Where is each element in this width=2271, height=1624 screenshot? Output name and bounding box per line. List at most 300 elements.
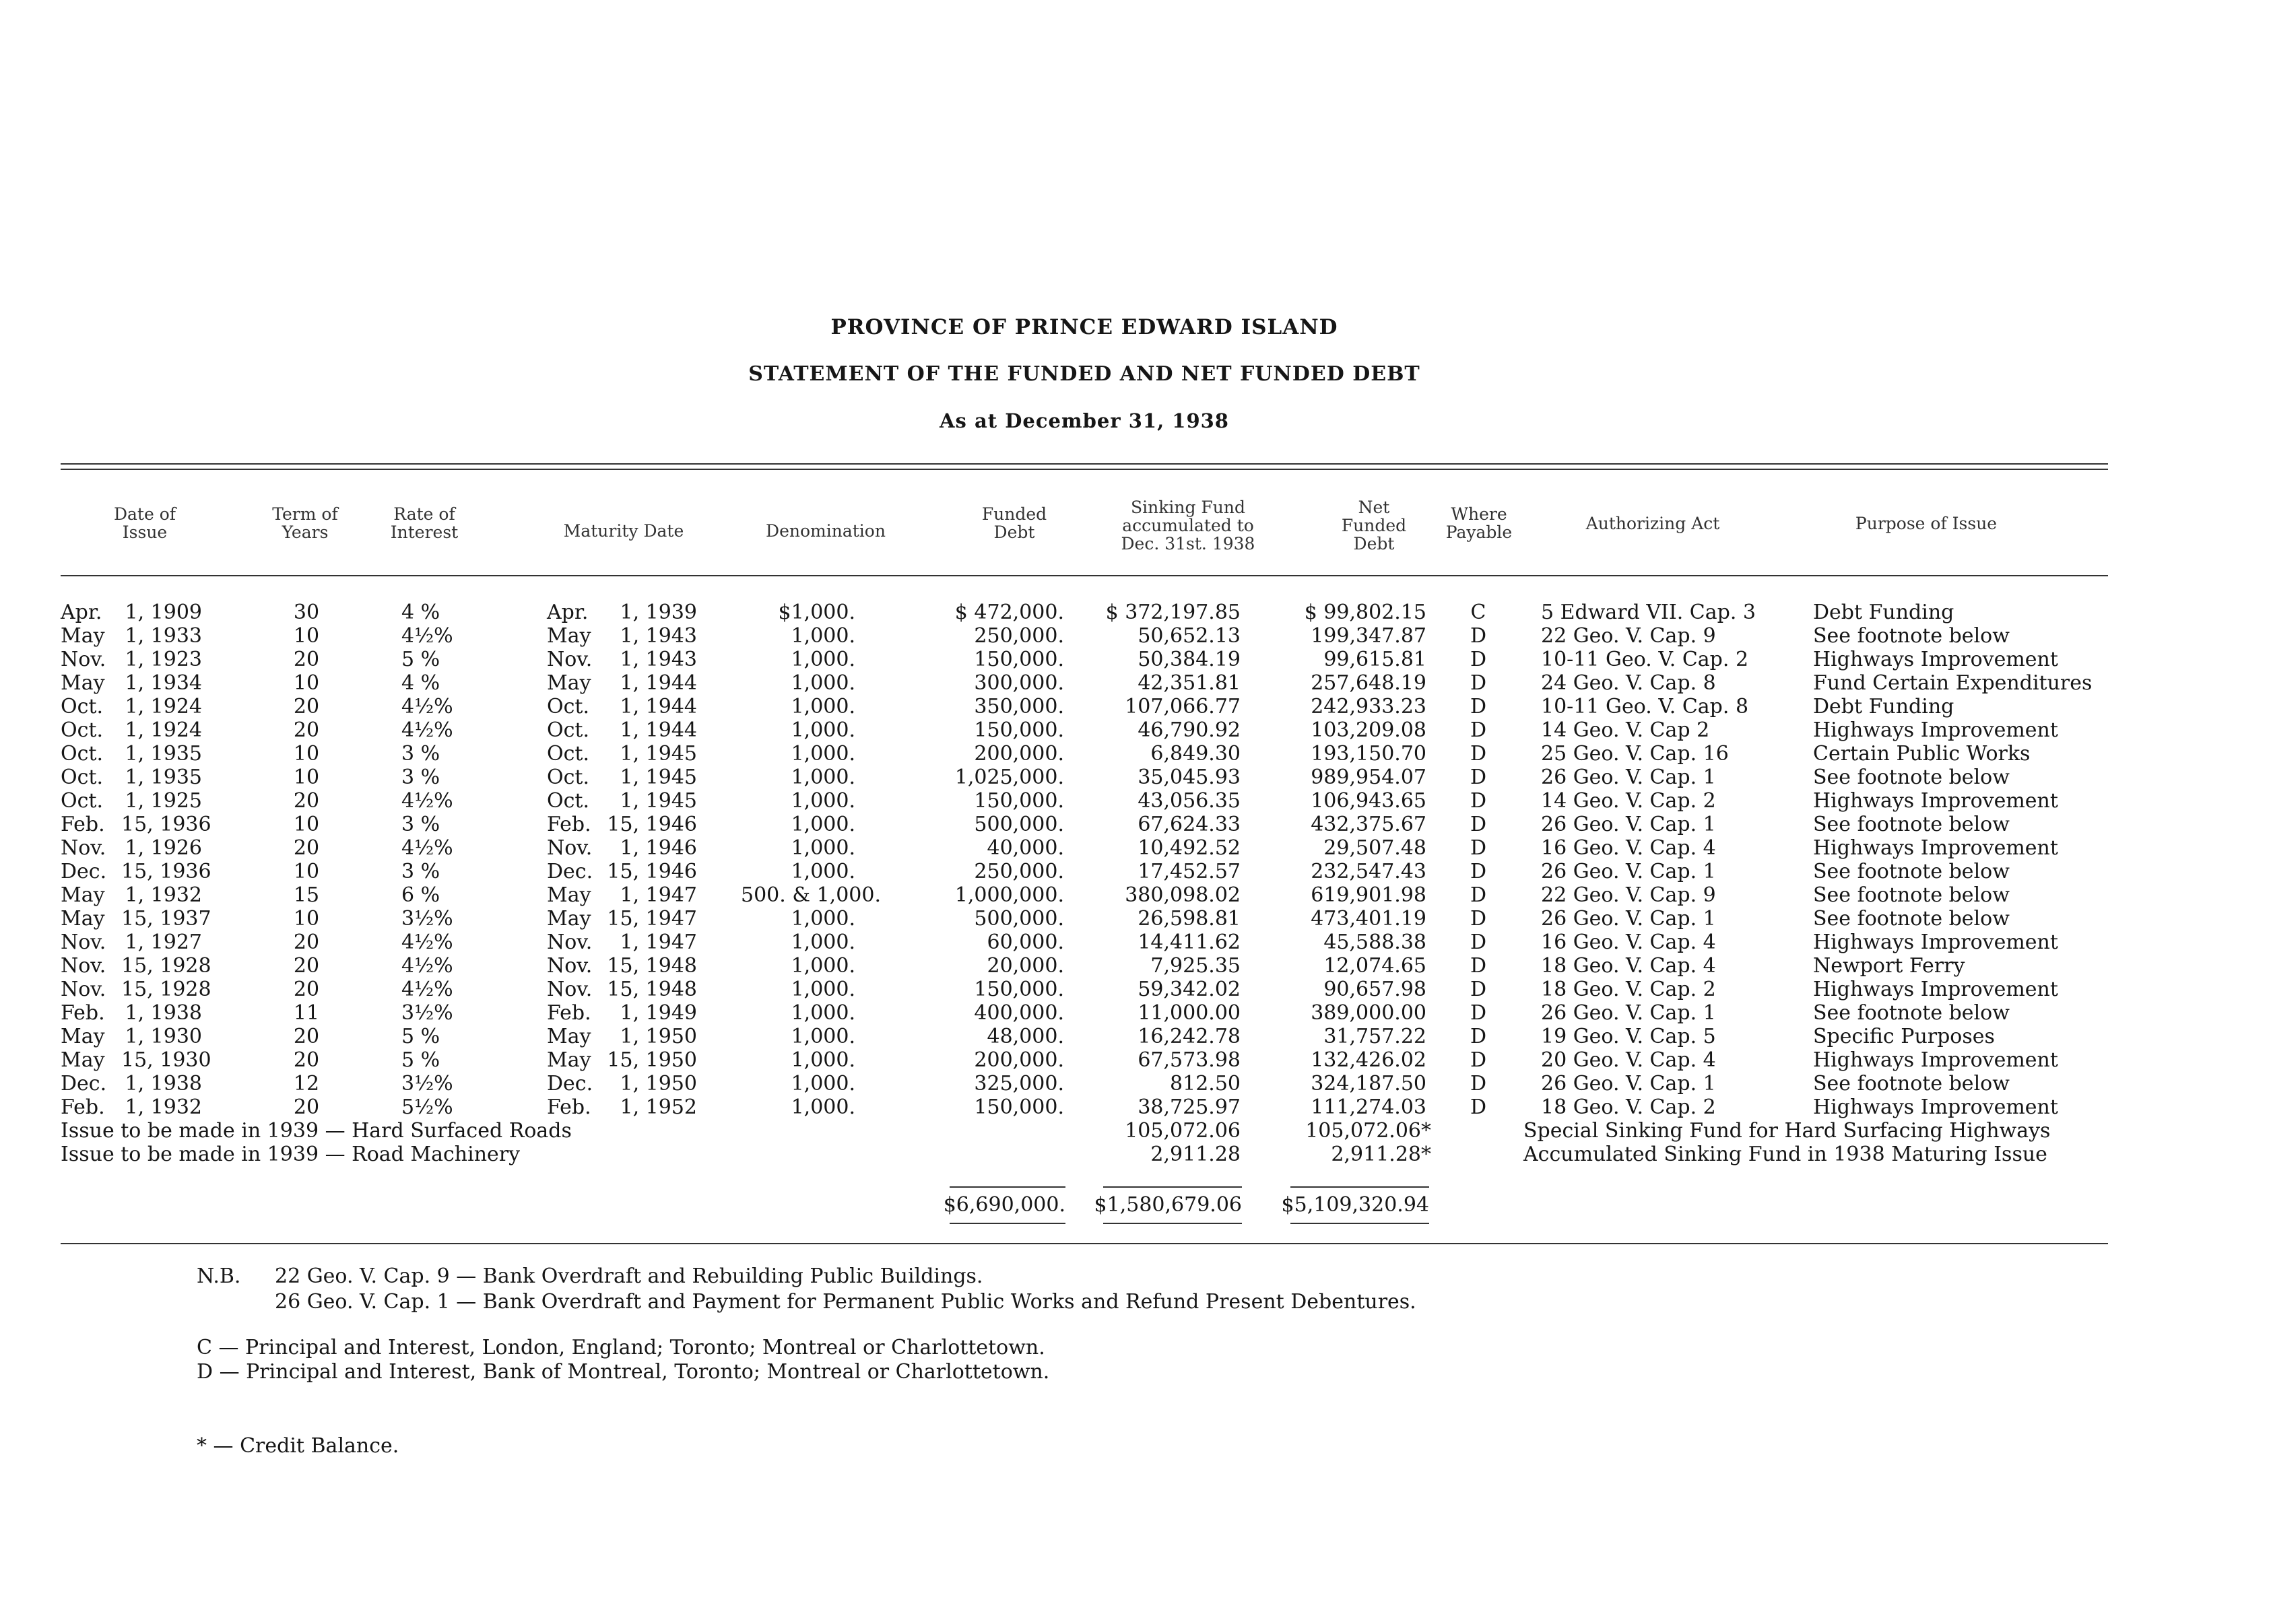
cell-rate: 3½% [401, 907, 453, 931]
total-sink: $1,580,679.06 [1094, 1193, 1242, 1217]
cell-rate: 5 % [401, 648, 440, 671]
cell-act: 16 Geo. V. Cap. 4 [1541, 931, 1716, 954]
cell-act: 25 Geo. V. Cap. 16 [1541, 742, 1729, 766]
special-row [0, 1119, 2271, 1143]
special-row [0, 1143, 2271, 1166]
cell-d: 1, 1925 [125, 789, 202, 813]
cell-md: 1, 1945 [620, 742, 697, 766]
cell-sink: 43,056.35 [1138, 789, 1241, 813]
cell-term: 20 [293, 695, 320, 718]
cell-funded: 40,000. [987, 836, 1064, 860]
cell-term: 20 [293, 789, 320, 813]
cell-act: 19 Geo. V. Cap. 5 [1541, 1025, 1716, 1048]
cell-md: 1, 1943 [620, 624, 697, 648]
column-header-line: Funded [981, 504, 1047, 524]
cell-m: Feb. [61, 1095, 105, 1119]
column-header-line: accumulated to [1122, 516, 1254, 535]
cell-m: Nov. [61, 648, 106, 671]
total-rule-top [1103, 1186, 1242, 1188]
cell-md: 15, 1946 [607, 860, 697, 883]
cell-m: Nov. [61, 836, 106, 860]
cell-mm: May [547, 1025, 591, 1048]
cell-where: D [1470, 1001, 1487, 1025]
cell-denom: 1,000. [791, 766, 855, 789]
cell-m: Oct. [61, 766, 103, 789]
column-header-line: Years [282, 522, 329, 542]
cell-mm: Dec. [547, 1072, 593, 1095]
cell-mm: May [547, 883, 591, 907]
column-header-line: Issue [122, 522, 168, 542]
cell-purpose: Newport Ferry [1813, 954, 1965, 978]
cell-act: 20 Geo. V. Cap. 4 [1541, 1048, 1716, 1072]
cell-where: D [1470, 978, 1487, 1001]
column-header-line: Net [1358, 498, 1390, 517]
cell-m: May [61, 1025, 105, 1048]
total-net: $5,109,320.94 [1281, 1193, 1429, 1217]
column-header-line: Sinking Fund [1131, 498, 1245, 517]
cell-term: 10 [293, 624, 320, 648]
cell-mm: May [547, 1048, 591, 1072]
column-header-line: Term of [272, 504, 338, 524]
table-row [0, 1001, 2271, 1025]
cell-rate: 4½% [401, 624, 453, 648]
column-header-line: Date of [113, 504, 176, 524]
cell-term: 20 [293, 931, 320, 954]
cell-m: Dec. [61, 860, 107, 883]
cell-purpose: Specific Purposes [1813, 1025, 1995, 1048]
column-header-sinking [1087, 498, 1289, 553]
cell-net: 389,000.00 [1311, 1001, 1426, 1025]
cell-act: 26 Geo. V. Cap. 1 [1541, 907, 1716, 931]
cell-sink: 812.50 [1170, 1072, 1241, 1095]
column-header-line: Rate of [393, 504, 455, 524]
special-cell-net: 2,911.28* [1331, 1143, 1431, 1166]
cell-net: 232,547.43 [1311, 860, 1426, 883]
cell-where: D [1470, 907, 1487, 931]
cell-term: 10 [293, 742, 320, 766]
cell-net: 193,150.70 [1311, 742, 1426, 766]
cell-m: Nov. [61, 978, 106, 1001]
cell-md: 1, 1952 [620, 1095, 697, 1119]
cell-funded: 150,000. [974, 789, 1064, 813]
cell-md: 1, 1946 [620, 836, 697, 860]
cell-purpose: Highways Improvement [1813, 836, 2058, 860]
cell-rate: 4½% [401, 978, 453, 1001]
cell-funded: 200,000. [974, 742, 1064, 766]
cell-where: D [1470, 883, 1487, 907]
cell-sink: 14,411.62 [1138, 931, 1241, 954]
cell-denom: 1,000. [791, 836, 855, 860]
cell-md: 1, 1939 [620, 601, 697, 624]
cell-denom: 1,000. [791, 907, 855, 931]
special-cell-sink: 105,072.06 [1125, 1119, 1241, 1143]
cell-mm: Nov. [547, 836, 593, 860]
cell-purpose: See footnote below [1813, 907, 2010, 931]
cell-mm: Feb. [547, 813, 591, 836]
cell-denom: $1,000. [778, 601, 855, 624]
cell-rate: 3 % [401, 766, 440, 789]
cell-m: May [61, 624, 105, 648]
cell-m: Oct. [61, 718, 103, 742]
cell-mm: Feb. [547, 1095, 591, 1119]
cell-rate: 5 % [401, 1048, 440, 1072]
cell-m: May [61, 1048, 105, 1072]
cell-sink: 38,725.97 [1138, 1095, 1241, 1119]
cell-funded: 250,000. [974, 624, 1064, 648]
cell-d: 1, 1934 [125, 671, 202, 695]
cell-purpose: See footnote below [1813, 1072, 2010, 1095]
cell-md: 1, 1944 [620, 671, 697, 695]
cell-funded: 300,000. [974, 671, 1064, 695]
cell-funded: 1,000,000. [954, 883, 1064, 907]
cell-mm: May [547, 624, 591, 648]
cell-mm: May [547, 671, 591, 695]
cell-rate: 4½% [401, 954, 453, 978]
cell-mm: Dec. [547, 860, 593, 883]
cell-mm: Nov. [547, 648, 593, 671]
cell-md: 1, 1950 [620, 1025, 697, 1048]
cell-md: 15, 1947 [607, 907, 697, 931]
cell-funded: 500,000. [974, 813, 1064, 836]
cell-mm: Oct. [547, 789, 589, 813]
cell-sink: 35,045.93 [1138, 766, 1241, 789]
cell-sink: 17,452.57 [1138, 860, 1241, 883]
cell-term: 30 [293, 601, 320, 624]
cell-act: 10-11 Geo. V. Cap. 2 [1541, 648, 1749, 671]
cell-d: 1, 1924 [125, 718, 202, 742]
cell-net: 132,426.02 [1311, 1048, 1426, 1072]
cell-net: 45,588.38 [1323, 931, 1426, 954]
cell-md: 15, 1948 [607, 978, 697, 1001]
cell-net: 31,757.22 [1323, 1025, 1426, 1048]
column-header-line: Where [1451, 504, 1507, 524]
cell-mm: Apr. [547, 601, 589, 624]
cell-mm: May [547, 907, 591, 931]
cell-sink: 107,066.77 [1125, 695, 1241, 718]
cell-act: 22 Geo. V. Cap. 9 [1541, 624, 1716, 648]
cell-purpose: Debt Funding [1813, 601, 1954, 624]
payable-c-note: C — Principal and Interest, London, England; Toronto; Montreal or Charlottetown. [197, 1336, 1045, 1359]
table-row [0, 883, 2271, 907]
cell-sink: 42,351.81 [1138, 671, 1241, 695]
cell-mm: Oct. [547, 695, 589, 718]
cell-sink: 10,492.52 [1138, 836, 1241, 860]
cell-funded: 150,000. [974, 718, 1064, 742]
cell-act: 26 Geo. V. Cap. 1 [1541, 766, 1716, 789]
column-header-line: Maturity Date [563, 521, 684, 541]
cell-mm: Nov. [547, 978, 593, 1001]
cell-mm: Feb. [547, 1001, 591, 1025]
cell-m: May [61, 883, 105, 907]
cell-d: 1, 1923 [125, 648, 202, 671]
cell-act: 18 Geo. V. Cap. 4 [1541, 954, 1716, 978]
column-header-line: Denomination [766, 521, 886, 541]
cell-rate: 3½% [401, 1072, 453, 1095]
cell-rate: 4 % [401, 671, 440, 695]
cell-denom: 1,000. [791, 813, 855, 836]
cell-d: 1, 1938 [125, 1001, 202, 1025]
as-at-date: As at December 31, 1938 [940, 409, 1229, 432]
top-rule-double [61, 469, 2108, 470]
cell-purpose: Highways Improvement [1813, 789, 2058, 813]
cell-rate: 3 % [401, 742, 440, 766]
cell-act: 5 Edward VII. Cap. 3 [1541, 601, 1756, 624]
cell-denom: 1,000. [791, 954, 855, 978]
cell-term: 10 [293, 860, 320, 883]
table-row [0, 836, 2271, 860]
cell-where: D [1470, 931, 1487, 954]
cell-purpose: Debt Funding [1813, 695, 1954, 718]
special-cell-net: 105,072.06* [1305, 1119, 1431, 1143]
cell-net: 90,657.98 [1323, 978, 1426, 1001]
credit-balance-note: * — Credit Balance. [197, 1434, 399, 1458]
cell-mm: Oct. [547, 718, 589, 742]
cell-net: 257,648.19 [1311, 671, 1426, 695]
cell-denom: 1,000. [791, 1001, 855, 1025]
cell-sink: 50,652.13 [1138, 624, 1241, 648]
cell-md: 1, 1949 [620, 1001, 697, 1025]
cell-act: 10-11 Geo. V. Cap. 8 [1541, 695, 1749, 718]
cell-mm: Oct. [547, 742, 589, 766]
total-rule-bottom [1290, 1223, 1429, 1224]
cell-funded: 200,000. [974, 1048, 1064, 1072]
cell-where: D [1470, 1025, 1487, 1048]
cell-m: Nov. [61, 954, 106, 978]
cell-md: 1, 1947 [620, 883, 697, 907]
total-rule-bottom [950, 1223, 1065, 1224]
cell-d: 15, 1928 [121, 978, 211, 1001]
cell-md: 1, 1950 [620, 1072, 697, 1095]
cell-net: 12,074.65 [1323, 954, 1426, 978]
cell-d: 1, 1935 [125, 742, 202, 766]
special-cell-label: Issue to be made in 1939 — Road Machinery [61, 1143, 521, 1166]
cell-funded: 48,000. [987, 1025, 1064, 1048]
cell-net: $ 99,802.15 [1304, 601, 1426, 624]
column-header-maturity [523, 522, 725, 540]
cell-where: D [1470, 671, 1487, 695]
cell-denom: 1,000. [791, 789, 855, 813]
table-row [0, 648, 2271, 671]
cell-denom: 1,000. [791, 1072, 855, 1095]
cell-funded: 500,000. [974, 907, 1064, 931]
table-row [0, 931, 2271, 954]
cell-rate: 5 % [401, 1025, 440, 1048]
total-rule-top [1290, 1186, 1429, 1188]
cell-rate: 3 % [401, 813, 440, 836]
statement-title: STATEMENT OF THE FUNDED AND NET FUNDED DEBT [748, 362, 1420, 386]
cell-d: 15, 1936 [121, 860, 211, 883]
cell-rate: 4 % [401, 601, 440, 624]
cell-where: D [1470, 695, 1487, 718]
cell-purpose: See footnote below [1813, 624, 2010, 648]
cell-term: 20 [293, 978, 320, 1001]
cell-md: 1, 1944 [620, 695, 697, 718]
top-rule [61, 463, 2108, 465]
cell-act: 26 Geo. V. Cap. 1 [1541, 1001, 1716, 1025]
cell-denom: 1,000. [791, 695, 855, 718]
cell-sink: 380,098.02 [1125, 883, 1241, 907]
table-row [0, 671, 2271, 695]
table-row [0, 766, 2271, 789]
cell-purpose: See footnote below [1813, 813, 2010, 836]
column-header-line: Purpose of Issue [1855, 514, 1998, 533]
cell-where: D [1470, 1095, 1487, 1119]
cell-rate: 3½% [401, 1001, 453, 1025]
cell-m: May [61, 671, 105, 695]
cell-purpose: Highways Improvement [1813, 718, 2058, 742]
column-header-line: Funded [1341, 516, 1407, 535]
table-row [0, 860, 2271, 883]
cell-md: 1, 1944 [620, 718, 697, 742]
cell-md: 15, 1950 [607, 1048, 697, 1072]
cell-where: D [1470, 813, 1487, 836]
column-header-denomination [725, 522, 927, 540]
table-row [0, 1025, 2271, 1048]
cell-purpose: Highways Improvement [1813, 978, 2058, 1001]
cell-net: 989,954.07 [1311, 766, 1426, 789]
cell-net: 432,375.67 [1311, 813, 1426, 836]
cell-sink: 67,573.98 [1138, 1048, 1241, 1072]
cell-d: 1, 1909 [125, 601, 202, 624]
table-row [0, 742, 2271, 766]
column-header-line: Payable [1445, 522, 1513, 542]
cell-where: D [1470, 766, 1487, 789]
cell-d: 1, 1933 [125, 624, 202, 648]
table-row [0, 718, 2271, 742]
cell-d: 1, 1935 [125, 766, 202, 789]
cell-m: Oct. [61, 742, 103, 766]
cell-purpose: Highways Improvement [1813, 648, 2058, 671]
province-title: PROVINCE OF PRINCE EDWARD ISLAND [830, 315, 1338, 339]
special-cell-note: Special Sinking Fund for Hard Surfacing Highways [1523, 1119, 2051, 1143]
cell-sink: 46,790.92 [1138, 718, 1241, 742]
cell-d: 1, 1926 [125, 836, 202, 860]
cell-denom: 1,000. [791, 742, 855, 766]
cell-funded: 325,000. [974, 1072, 1064, 1095]
cell-denom: 1,000. [791, 978, 855, 1001]
cell-rate: 6 % [401, 883, 440, 907]
cell-act: 22 Geo. V. Cap. 9 [1541, 883, 1716, 907]
cell-denom: 1,000. [791, 931, 855, 954]
cell-funded: 150,000. [974, 648, 1064, 671]
cell-sink: 16,242.78 [1138, 1025, 1241, 1048]
cell-act: 24 Geo. V. Cap. 8 [1541, 671, 1716, 695]
cell-net: 29,507.48 [1323, 836, 1426, 860]
cell-term: 20 [293, 1025, 320, 1048]
cell-sink: 11,000.00 [1138, 1001, 1241, 1025]
cell-net: 473,401.19 [1311, 907, 1426, 931]
cell-denom: 1,000. [791, 648, 855, 671]
cell-funded: 20,000. [987, 954, 1064, 978]
column-header-act [1552, 514, 1754, 533]
cell-net: 324,187.50 [1311, 1072, 1426, 1095]
cell-purpose: Certain Public Works [1813, 742, 2031, 766]
column-header-where [1378, 505, 1580, 541]
cell-purpose: See footnote below [1813, 860, 2010, 883]
special-cell-label: Issue to be made in 1939 — Hard Surfaced Roads [61, 1119, 572, 1143]
table-row [0, 789, 2271, 813]
cell-term: 20 [293, 648, 320, 671]
cell-m: Oct. [61, 695, 103, 718]
cell-mm: Oct. [547, 766, 589, 789]
special-cell-sink: 2,911.28 [1150, 1143, 1241, 1166]
cell-mm: Nov. [547, 954, 593, 978]
cell-purpose: Highways Improvement [1813, 1095, 2058, 1119]
nb-label: N.B. [197, 1264, 241, 1288]
cell-term: 20 [293, 1048, 320, 1072]
table-row [0, 695, 2271, 718]
cell-term: 20 [293, 718, 320, 742]
cell-denom: 1,000. [791, 718, 855, 742]
cell-denom: 1,000. [791, 1025, 855, 1048]
cell-rate: 4½% [401, 695, 453, 718]
cell-purpose: See footnote below [1813, 1001, 2010, 1025]
cell-where: D [1470, 718, 1487, 742]
cell-d: 1, 1924 [125, 695, 202, 718]
cell-funded: 400,000. [974, 1001, 1064, 1025]
cell-denom: 500. & 1,000. [741, 883, 881, 907]
cell-d: 15, 1936 [121, 813, 211, 836]
cell-net: 99,615.81 [1323, 648, 1426, 671]
table-row [0, 601, 2271, 624]
table-row [0, 907, 2271, 931]
cell-funded: $ 472,000. [954, 601, 1064, 624]
cell-funded: 150,000. [974, 978, 1064, 1001]
cell-d: 1, 1927 [125, 931, 202, 954]
cell-purpose: See footnote below [1813, 766, 2010, 789]
table-row [0, 624, 2271, 648]
cell-where: D [1470, 1072, 1487, 1095]
cell-net: 103,209.08 [1311, 718, 1426, 742]
cell-term: 10 [293, 907, 320, 931]
cell-md: 1, 1947 [620, 931, 697, 954]
cell-term: 20 [293, 1095, 320, 1119]
cell-net: 111,274.03 [1311, 1095, 1426, 1119]
cell-m: Dec. [61, 1072, 107, 1095]
table-row [0, 978, 2271, 1001]
cell-net: 242,933.23 [1311, 695, 1426, 718]
header-rule [61, 575, 2108, 576]
cell-term: 20 [293, 836, 320, 860]
column-header-line: Dec. 31st. 1938 [1121, 534, 1255, 553]
cell-where: D [1470, 836, 1487, 860]
cell-term: 15 [293, 883, 320, 907]
cell-where: D [1470, 742, 1487, 766]
column-header-rate [323, 505, 525, 541]
cell-d: 15, 1937 [121, 907, 211, 931]
cell-denom: 1,000. [791, 624, 855, 648]
cell-d: 1, 1932 [125, 883, 202, 907]
total-rule-top [950, 1186, 1065, 1188]
cell-purpose: Highways Improvement [1813, 1048, 2058, 1072]
cell-rate: 4½% [401, 789, 453, 813]
cell-rate: 4½% [401, 718, 453, 742]
cell-sink: 6,849.30 [1150, 742, 1241, 766]
cell-where: D [1470, 648, 1487, 671]
cell-term: 10 [293, 766, 320, 789]
cell-d: 1, 1938 [125, 1072, 202, 1095]
cell-rate: 5½% [401, 1095, 453, 1119]
column-header-line: Authorizing Act [1585, 514, 1720, 533]
cell-sink: 67,624.33 [1138, 813, 1241, 836]
table-row [0, 813, 2271, 836]
cell-net: 106,943.65 [1311, 789, 1426, 813]
cell-term: 10 [293, 813, 320, 836]
cell-act: 16 Geo. V. Cap. 4 [1541, 836, 1716, 860]
cell-m: Feb. [61, 813, 105, 836]
cell-denom: 1,000. [791, 1095, 855, 1119]
cell-funded: 1,025,000. [954, 766, 1064, 789]
